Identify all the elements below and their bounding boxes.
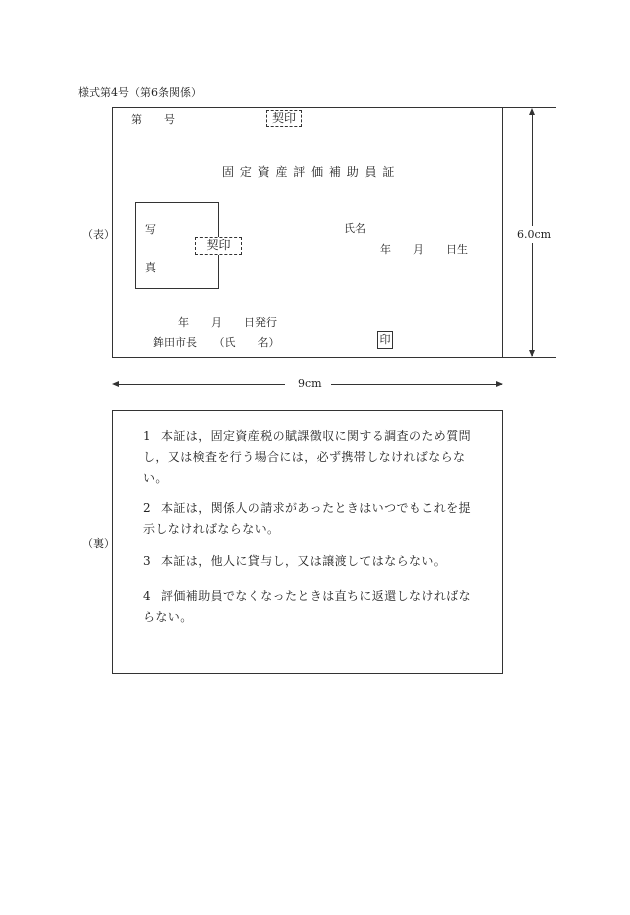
note-item bbox=[143, 498, 483, 540]
photo-label-bottom: 真 bbox=[145, 261, 156, 274]
note-item bbox=[143, 426, 483, 489]
note-number: 2 bbox=[143, 501, 152, 515]
card-title: 固 定 資 産 評 価 補 助 員 証 bbox=[222, 165, 396, 179]
issuer-label: 鉾田市長 （氏 名） bbox=[153, 336, 280, 349]
note-number: 1 bbox=[143, 429, 152, 443]
height-arrow-down-icon bbox=[529, 350, 535, 357]
note-text: 評価補助員でなくなったときは直ちに返還しなければならない。 bbox=[143, 589, 472, 624]
width-dimension-line-left bbox=[114, 384, 285, 385]
name-label: 氏名 bbox=[344, 222, 366, 235]
note-item bbox=[143, 551, 483, 572]
note-number: 4 bbox=[143, 589, 152, 603]
note-item bbox=[143, 586, 483, 628]
photo-label-top: 写 bbox=[145, 223, 156, 236]
front-side-label: （表） bbox=[82, 228, 115, 241]
height-arrow-up-icon bbox=[529, 108, 535, 115]
height-label: 6.0cm bbox=[513, 226, 555, 243]
official-stamp: 印 bbox=[377, 331, 393, 349]
note-text: 本証は，他人に貸与し，又は譲渡してはならない。 bbox=[161, 554, 447, 568]
note-number: 3 bbox=[143, 554, 152, 568]
width-arrow-right-icon bbox=[496, 381, 503, 387]
seal-mark-top: 契印 bbox=[266, 110, 302, 127]
width-label: 9cm bbox=[298, 377, 322, 390]
birth-date-label: 年 月 日生 bbox=[380, 243, 468, 256]
certificate-number-label: 第 号 bbox=[131, 113, 175, 126]
note-text: 本証は，固定資産税の賦課徴収に関する調査のため質問し，又は検査を行う場合には，必ず携帯しなければならない。 bbox=[143, 429, 472, 485]
height-extension-bottom bbox=[503, 357, 556, 358]
width-arrow-left-icon bbox=[112, 381, 119, 387]
issue-date-label: 年 月 日発行 bbox=[178, 316, 277, 329]
seal-mark-photo: 契印 bbox=[195, 237, 242, 255]
width-dimension-line-right bbox=[331, 384, 502, 385]
back-side-label: （裏） bbox=[82, 537, 115, 550]
note-text: 本証は，関係人の請求があったときはいつでもこれを提示しなければならない。 bbox=[143, 501, 471, 536]
form-title: 様式第4号（第6条関係） bbox=[78, 86, 202, 99]
